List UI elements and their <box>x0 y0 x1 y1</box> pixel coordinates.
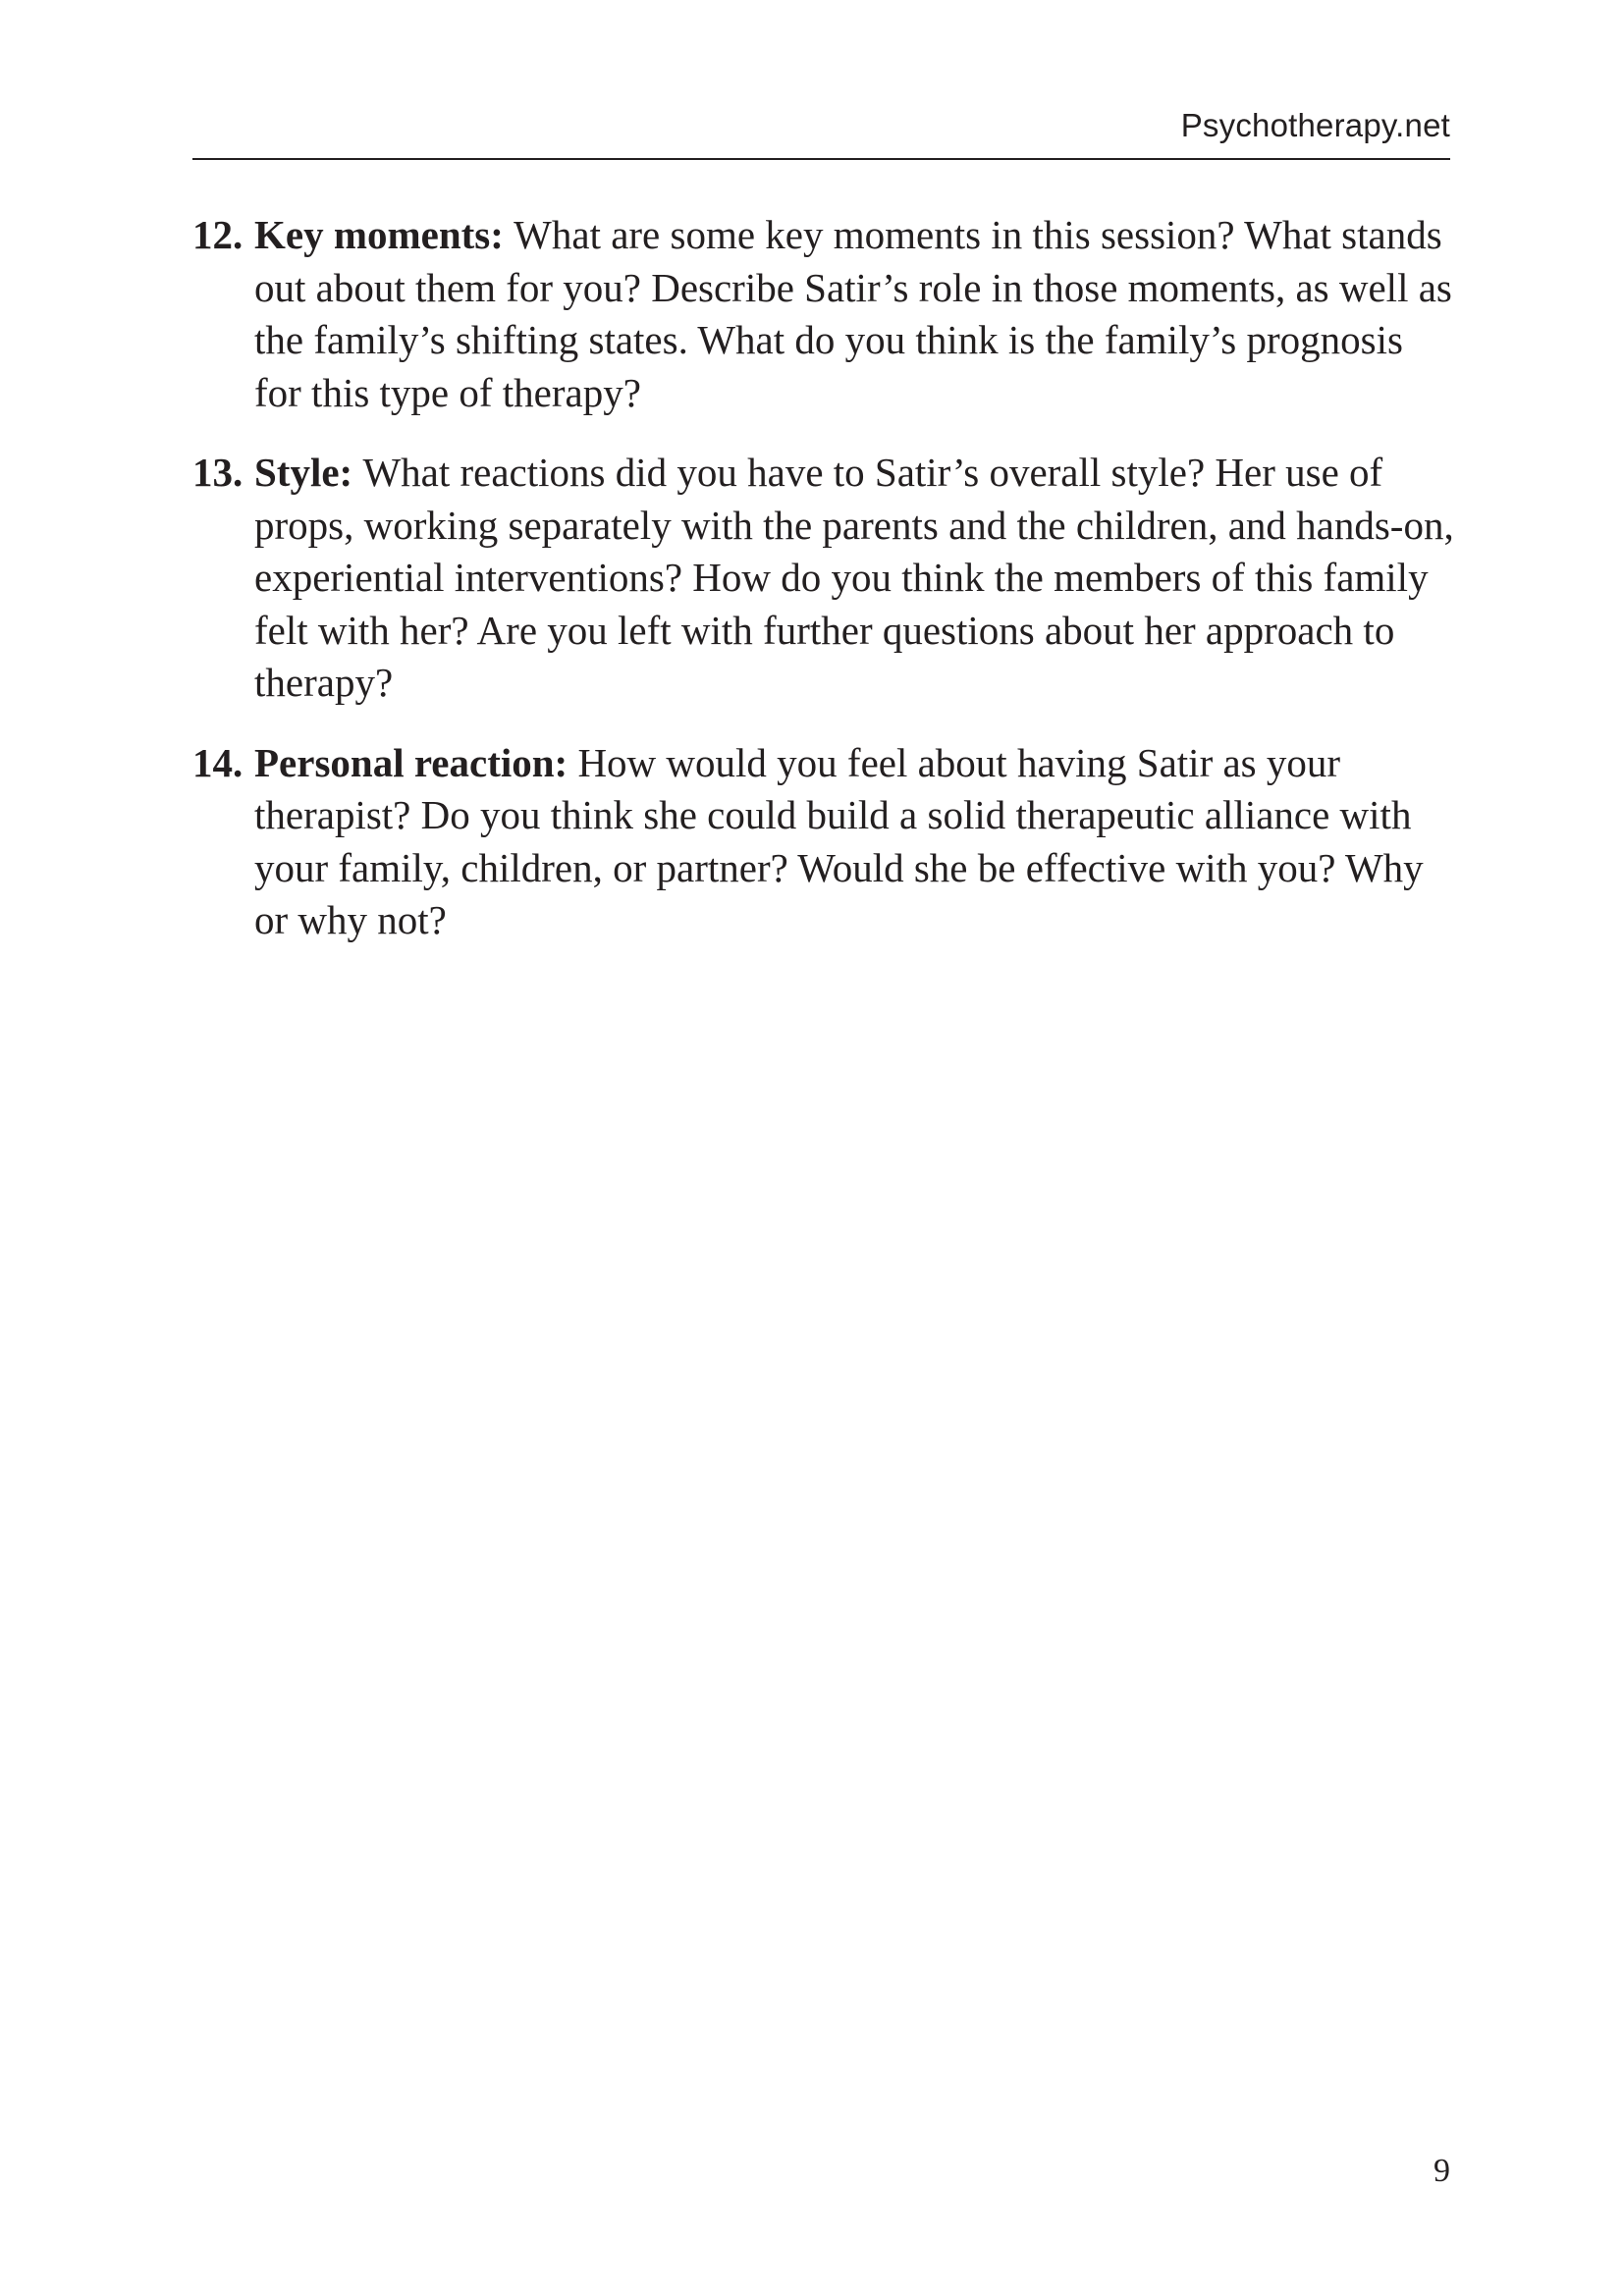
question-text: What are some key moments in this session? What stands out about them for you? Describe Satir’s role in those moments, as well as the family’s shifting states. What do you think is the family’s prognosis for this type of therapy? <box>254 212 1452 415</box>
question-list <box>192 209 1459 975</box>
question-number: 12. <box>192 212 243 257</box>
header-site-name: Psychotherapy.net <box>1180 107 1450 143</box>
header-divider <box>192 158 1450 160</box>
question-label: Style: <box>254 450 363 495</box>
question-text: What reactions did you have to Satir’s overall style? Her use of props, working separately with the parents and the children, and hands-on, experiential interventions? How do you think the members of this family felt with her? Are you left with further questions about her approach to therapy? <box>254 450 1454 705</box>
question-number: 13. <box>192 450 243 495</box>
question-text: How would you feel about having Satir as your therapist? Do you think she could build a solid therapeutic alliance with your family, children, or partner? Would she be effective with you? Why or why not? <box>254 739 1424 942</box>
question-item-12 <box>192 209 1459 419</box>
question-label: Personal reaction: <box>254 739 578 785</box>
page-number: 9 <box>1434 2153 1450 2189</box>
question-label: Key moments: <box>254 212 514 257</box>
question-number: 14. <box>192 739 243 785</box>
question-item-13 <box>192 447 1459 710</box>
question-item-14 <box>192 737 1459 947</box>
